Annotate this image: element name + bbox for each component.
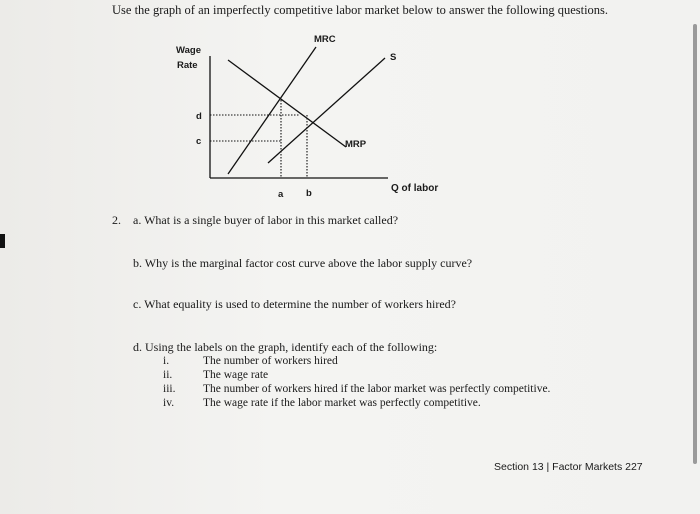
item-numeral: ii. xyxy=(163,369,173,381)
y-axis-label-rate: Rate xyxy=(177,60,198,71)
item-numeral: iii. xyxy=(163,383,176,395)
supply-curve xyxy=(268,58,385,163)
item-text: The wage rate if the labor market was perfectly competitive. xyxy=(203,397,481,409)
question-c: c. What equality is used to determine the number of workers hired? xyxy=(133,297,457,311)
mrc-curve xyxy=(228,47,316,174)
label-mrp: MRP xyxy=(345,139,367,150)
question-number: 2. xyxy=(112,213,121,227)
label-a: a xyxy=(278,189,284,200)
mrp-curve xyxy=(228,60,346,147)
label-d: d xyxy=(196,111,202,122)
item-numeral: iv. xyxy=(163,397,175,409)
x-axis-label: Q of labor xyxy=(391,183,439,194)
item-text: The number of workers hired if the labor market was perfectly competitive. xyxy=(203,383,551,395)
question-a: a. What is a single buyer of labor in this market called? xyxy=(133,213,399,227)
item-text: The wage rate xyxy=(203,369,269,381)
item-numeral: i. xyxy=(163,355,170,367)
intro-text: Use the graph of an imperfectly competitive labor market below to answer the following questions. xyxy=(112,3,609,17)
question-b: b. Why is the marginal factor cost curve above the labor supply curve? xyxy=(133,256,473,270)
label-b: b xyxy=(306,188,312,199)
label-c: c xyxy=(196,136,202,147)
item-text: The number of workers hired xyxy=(203,355,338,367)
page-footer: Section 13 | Factor Markets 227 xyxy=(494,461,643,473)
question-d: d. Using the labels on the graph, identify each of the following: xyxy=(133,340,438,354)
label-mrc: MRC xyxy=(314,34,336,45)
label-s: S xyxy=(390,52,397,63)
y-axis-label-wage: Wage xyxy=(176,45,201,56)
